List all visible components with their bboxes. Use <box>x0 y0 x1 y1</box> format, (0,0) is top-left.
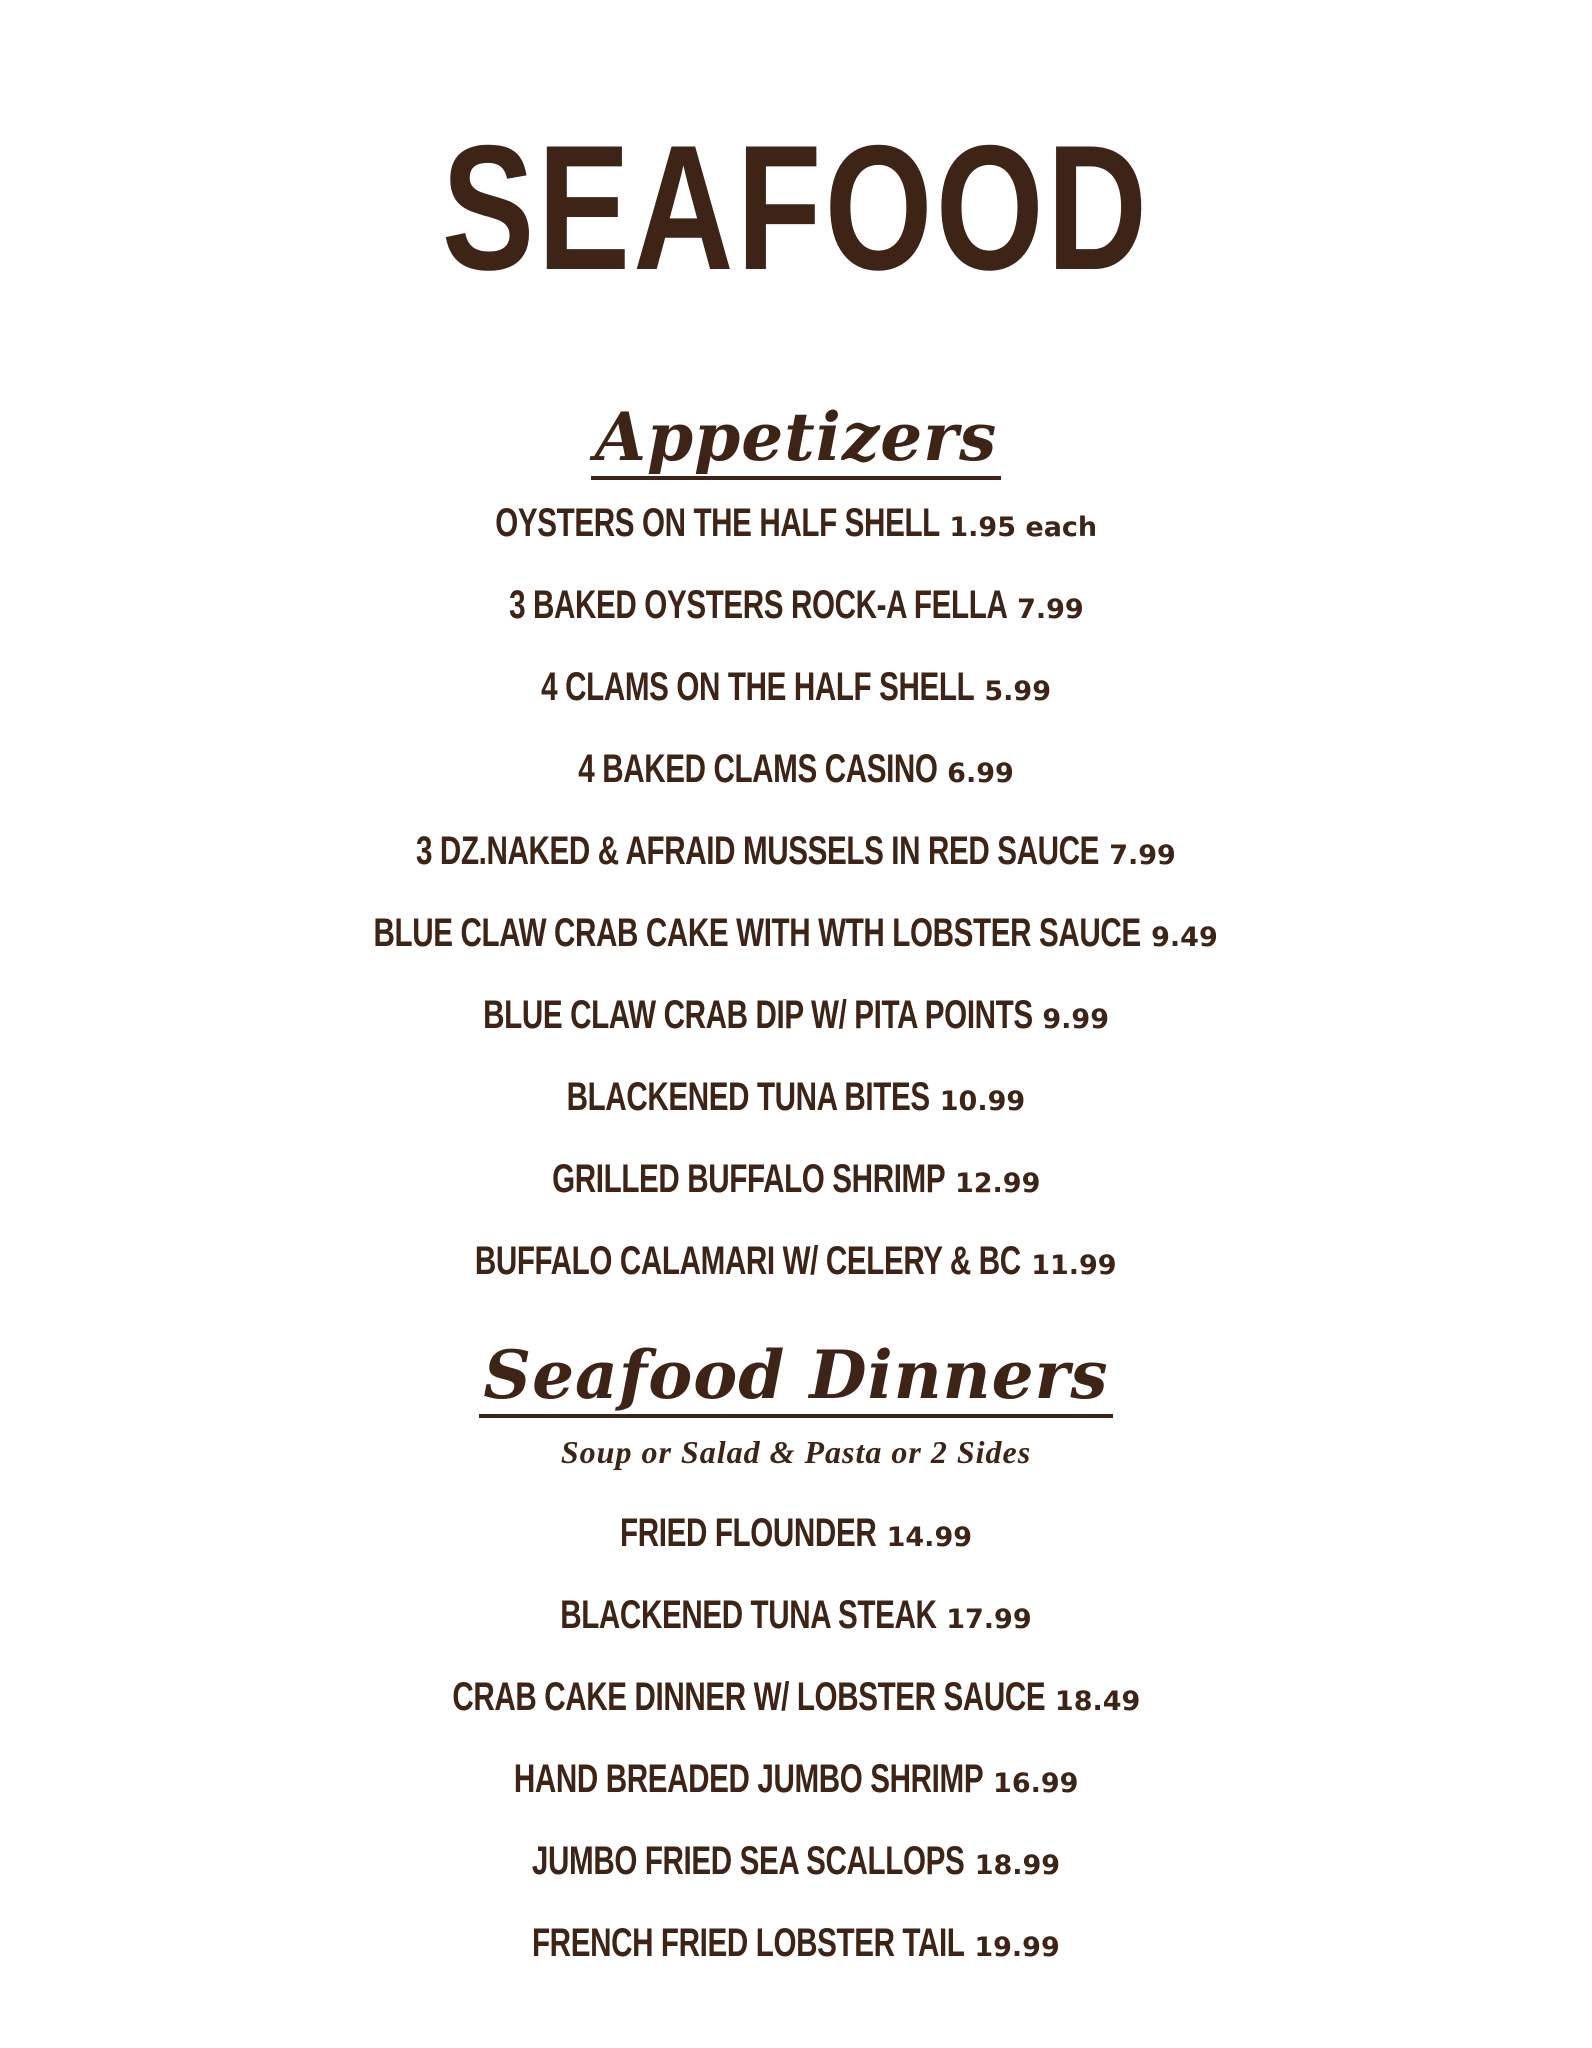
seafood-dinners-heading-text: Seafood Dinners <box>479 1336 1112 1418</box>
seafood-dinners-list <box>0 1492 1592 1984</box>
item-name: BLACKENED TUNA BITES <box>566 1075 930 1119</box>
item-name: BLUE CLAW CRAB DIP W/ PITA POINTS <box>482 993 1033 1037</box>
item-price: 17.99 <box>946 1604 1032 1635</box>
item-price: 11.99 <box>1031 1250 1117 1281</box>
appetizers-heading <box>0 398 1592 480</box>
item-price: 9.49 <box>1151 922 1218 953</box>
item-price: 7.99 <box>1017 594 1084 625</box>
item-price: 10.99 <box>939 1086 1026 1117</box>
item-name: BUFFALO CALAMARI W/ CELERY & BC <box>475 1239 1022 1283</box>
appetizer-item <box>0 1138 1592 1220</box>
item-name: HAND BREADED JUMBO SHRIMP <box>513 1757 984 1801</box>
item-price: 7.99 <box>1109 840 1176 871</box>
item-price: 18.49 <box>1054 1686 1141 1717</box>
item-name: FRENCH FRIED LOBSTER TAIL <box>531 1921 965 1965</box>
item-name: CRAB CAKE DINNER W/ LOBSTER SAUCE <box>451 1675 1045 1719</box>
appetizer-item <box>0 728 1592 810</box>
appetizer-item <box>0 1220 1592 1302</box>
item-name: GRILLED BUFFALO SHRIMP <box>551 1157 945 1201</box>
item-name: OYSTERS ON THE HALF SHELL <box>494 501 940 545</box>
item-price: 12.99 <box>954 1168 1041 1199</box>
item-name: BLUE CLAW CRAB CAKE WITH WTH LOBSTER SAUCE <box>373 911 1142 955</box>
dinner-item <box>0 1820 1592 1902</box>
appetizers-heading-text: Appetizers <box>591 398 1001 480</box>
item-name: 4 BAKED CLAMS CASINO <box>577 747 938 791</box>
item-price: 16.99 <box>993 1768 1079 1799</box>
appetizer-item <box>0 974 1592 1056</box>
item-name: 3 BAKED OYSTERS ROCK-A FELLA <box>508 583 1008 627</box>
item-price: 9.99 <box>1042 1004 1110 1035</box>
dinner-item <box>0 1492 1592 1574</box>
dinner-item <box>0 1574 1592 1656</box>
item-name: 4 CLAMS ON THE HALF SHELL <box>541 665 975 709</box>
item-price: 14.99 <box>886 1522 973 1553</box>
item-price: 18.99 <box>974 1850 1061 1881</box>
item-price: 5.99 <box>984 676 1051 707</box>
dinner-item <box>0 1656 1592 1738</box>
appetizer-item <box>0 810 1592 892</box>
appetizers-list <box>0 482 1592 1302</box>
appetizer-item <box>0 564 1592 646</box>
item-name: FRIED FLOUNDER <box>620 1511 877 1555</box>
item-price: 1.95 each <box>949 512 1098 543</box>
item-name: BLACKENED TUNA STEAK <box>559 1593 937 1637</box>
seafood-dinners-subtitle: Soup or Salad & Pasta or 2 Sides <box>560 1434 1032 1470</box>
appetizer-item <box>0 646 1592 728</box>
appetizer-item <box>0 1056 1592 1138</box>
item-name: JUMBO FRIED SEA SCALLOPS <box>532 1839 965 1883</box>
dinner-item <box>0 1738 1592 1820</box>
item-price: 6.99 <box>947 758 1014 789</box>
dinner-item <box>0 1902 1592 1984</box>
seafood-dinners-heading <box>0 1336 1592 1418</box>
appetizer-item <box>0 482 1592 564</box>
menu-title: SEAFOOD <box>441 108 1151 307</box>
item-price: 19.99 <box>974 1932 1060 1963</box>
item-name: 3 DZ.NAKED & AFRAID MUSSELS IN RED SAUCE <box>416 829 1100 873</box>
appetizer-item <box>0 892 1592 974</box>
